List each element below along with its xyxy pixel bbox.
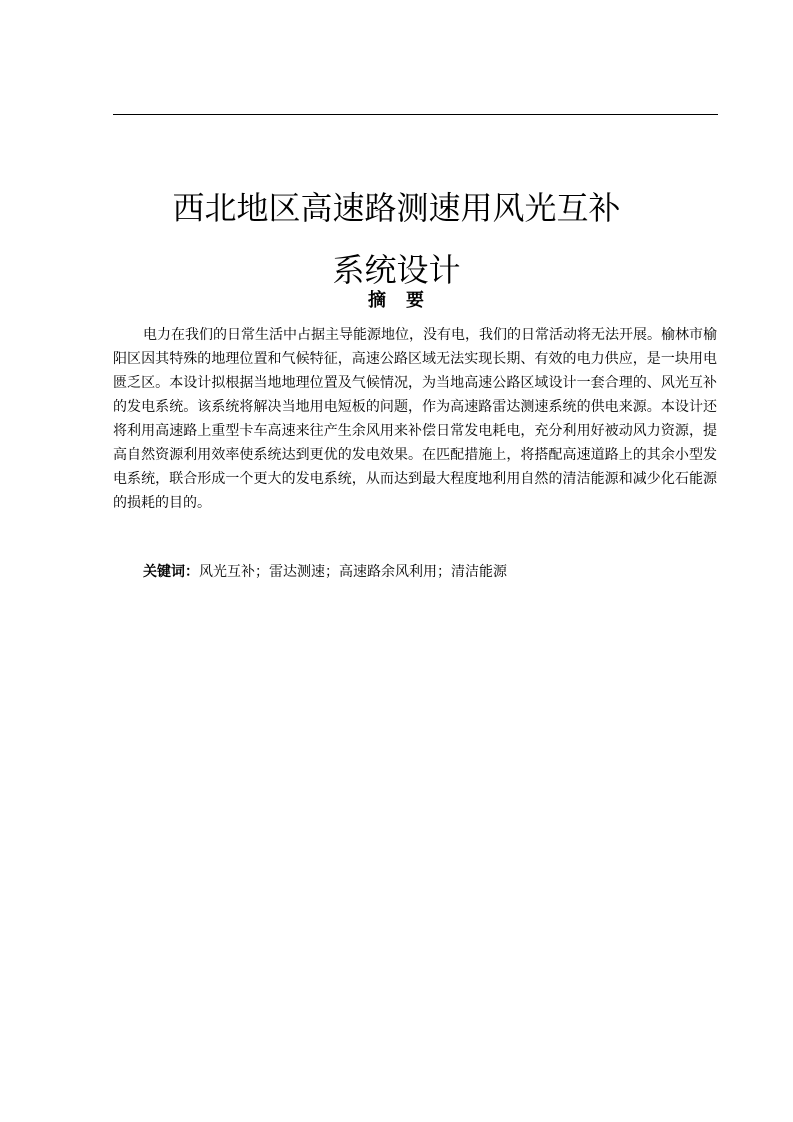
- abstract-body: 电力在我们的日常生活中占据主导能源地位，没有电，我们的日常活动将无法开展。榆林市榆阳区因其特殊的地理位置和气候特征，高速公路区域无法实现长期、有效的电力供应，是一块用电匮乏区。本设计拟根据当地地理位置及气候情况，为当地高速公路区域设计一套合理的、风光互补的发电系统。该系统将解决当地用电短板的问题，作为高速路雷达测速系统的供电来源。本设计还将利用高速路上重型卡车高速来往产生余风用来补偿日常发电耗电，充分利用好被动风力资源，提高自然资源利用效率使系统达到更优的发电效果。在匹配措施上，将搭配高速道路上的其余小型发电系统，联合形成一个更大的发电系统，从而达到最大程度地利用自然的清洁能源和减少化石能源的损耗的目的。: [113, 327, 717, 511]
- header-rule: [113, 114, 718, 115]
- keywords-line: [143, 561, 507, 583]
- document-title-line-1: 西北地区高速路测速用风光互补: [172, 189, 621, 228]
- abstract-heading: 摘 要: [368, 290, 425, 311]
- keywords-text: 风光互补；雷达测速；高速路余风利用；清洁能源: [199, 564, 507, 580]
- keywords-label: 关键词：: [143, 564, 199, 580]
- document-title-line-2: 系统设计: [332, 251, 461, 290]
